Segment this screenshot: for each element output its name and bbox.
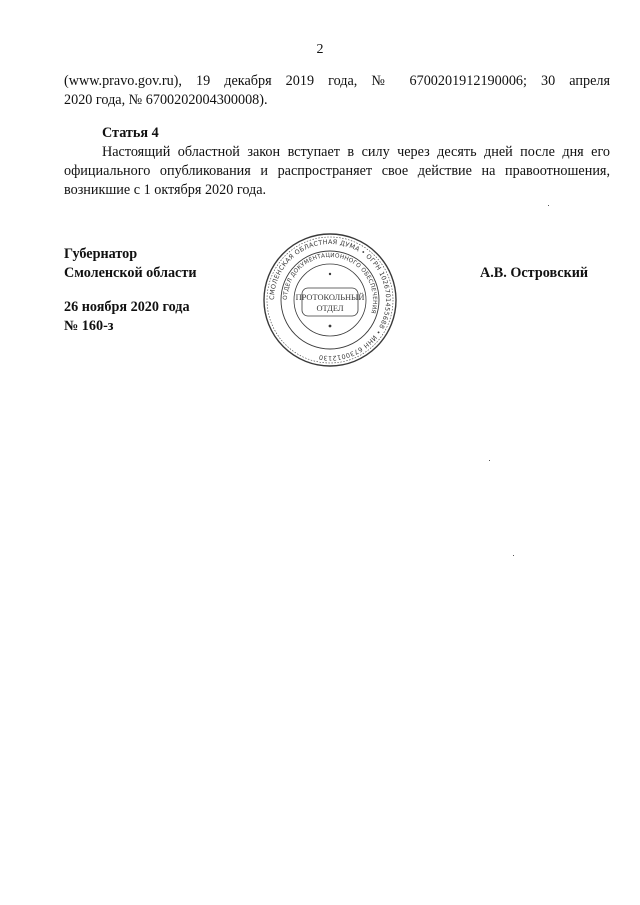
page-number: 2 [316,42,324,57]
intro-line-2: 2020 года, № 6700202004300008). [64,92,268,108]
seal-outer-text: СМОЛЕНСКАЯ ОБЛАСТНАЯ ДУМА • ОГРН 1026701455688 • ИНН 6730012130 [267,237,393,363]
article-body: Настоящий областной закон вступает в силу через десять дней после дня его официального опубликования и распространяет свое действие на правоотношения, возникшие с 1 октября 2020 года. [64,144,610,198]
seal-center-line-2: ОТДЕЛ [316,304,344,313]
seal-inner-text: ОТДЕЛ ДОКУМЕНТАЦИОННОГО ОБЕСПЕЧЕНИЯ [282,252,378,315]
law-number: № 160-з [64,318,114,334]
seal-center-line-1: ПРОТОКОЛЬНЫЙ [295,293,365,302]
scan-speck [513,555,514,556]
article-title: Статья 4 [102,125,159,141]
signatory-name: А.В. Островский [480,265,589,281]
official-seal-stamp [262,232,398,368]
law-date-number [64,298,190,336]
law-date: 26 ноября 2020 года [64,299,190,315]
signatory-title-line-1: Губернатор [64,246,138,262]
intro-paragraph [64,72,610,110]
intro-line-1: (www.pravo.gov.ru), 19 декабря 2019 года, № 6700201912190006; 30 апреля [64,73,610,89]
scan-speck [548,205,549,206]
signatory-title [64,245,197,283]
signatory-title-line-2: Смоленской области [64,265,197,281]
scan-speck [489,460,490,461]
